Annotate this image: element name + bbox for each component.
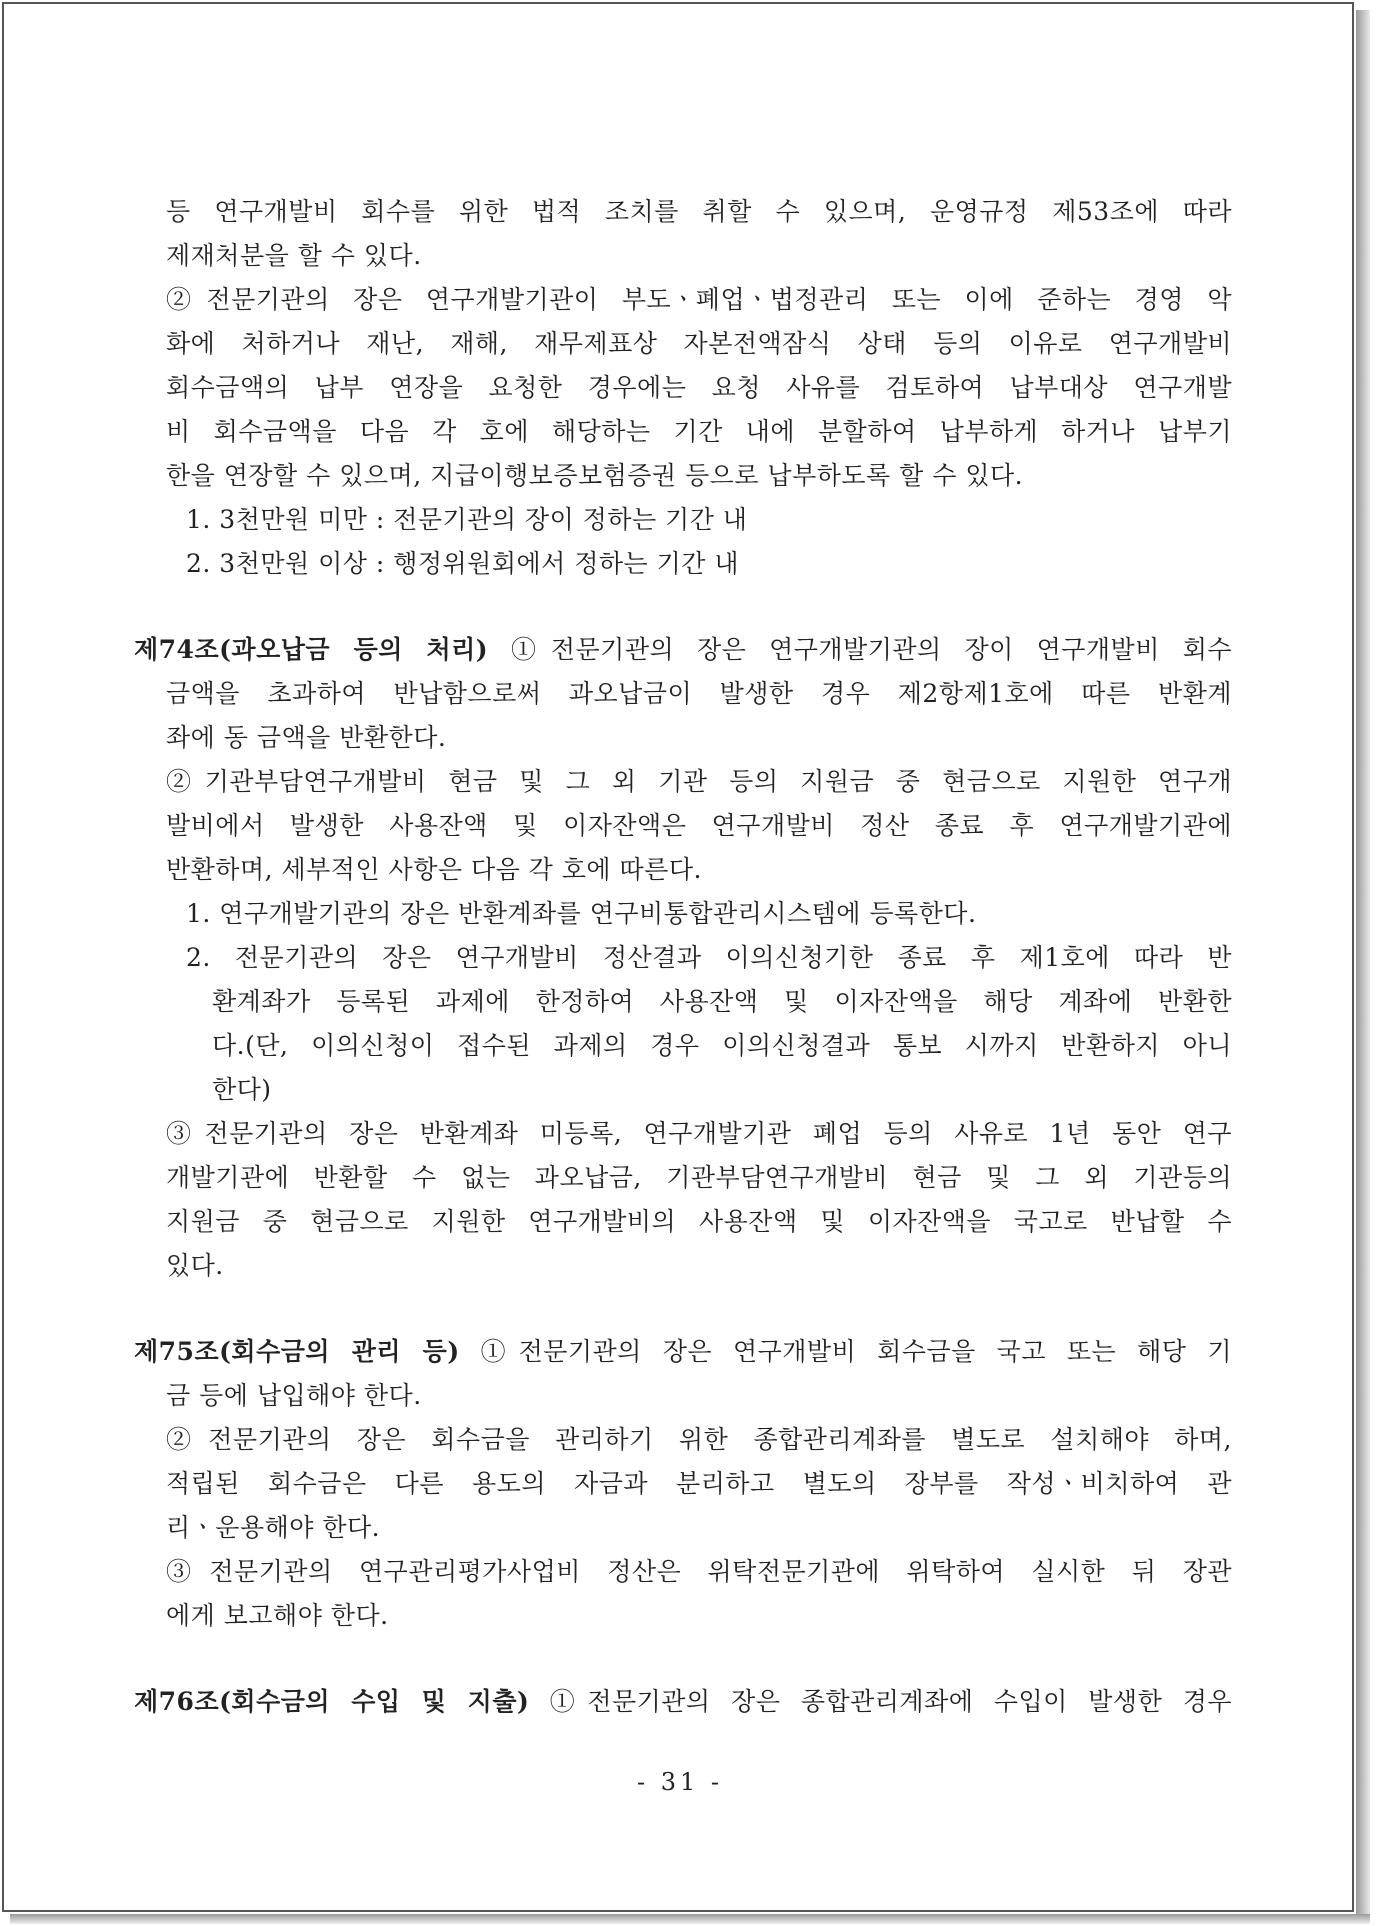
line-text: ③전문기관의 장은 반환계좌 미등록, 연구개발기관 폐업 등의 사유로 1년 동안 연구 — [166, 1119, 1232, 1148]
line-text: 비 회수금액을 다음 각 호에 해당하는 기간 내에 분할하여 납부하게 하거나 납부기 — [166, 417, 1232, 446]
page-shadow-bottom — [10, 1914, 1370, 1924]
line-text: 금액을 초과하여 반납함으로써 과오납금이 발생한 경우 제2항제1호에 따른 반환계 — [166, 679, 1232, 708]
document-page — [2, 2, 1354, 1912]
article-title: 제76조(회수금의 수입 및 지출) — [134, 1687, 530, 1716]
line-text: ②기관부담연구개발비 현금 및 그 외 기관 등의 지원금 중 현금으로 지원한 연구개 — [166, 767, 1232, 796]
text-line — [134, 1068, 1232, 1112]
section-gap — [134, 1288, 1232, 1330]
line-text: 에게 보고해야 한다. — [166, 1601, 389, 1630]
line-text: 적립된 회수금은 다른 용도의 자금과 분리하고 별도의 장부를 작성ㆍ비치하여 관 — [166, 1469, 1232, 1498]
article-heading-line — [134, 628, 1232, 672]
line-text: ②전문기관의 장은 회수금을 관리하기 위한 종합관리계좌를 별도로 설치해야 하며, — [166, 1425, 1232, 1454]
line-text: 한을 연장할 수 있으며, 지급이행보증보험증권 등으로 납부하도록 할 수 있다. — [166, 461, 1024, 490]
document-body — [134, 190, 1232, 1724]
line-text: ①전문기관의 장은 연구개발기관의 장이 연구개발비 회수 — [488, 635, 1232, 664]
article-heading-line — [134, 1330, 1232, 1374]
line-text: 발비에서 발생한 사용잔액 및 이자잔액은 연구개발비 정산 종료 후 연구개발기관에 — [166, 811, 1232, 840]
text-line — [134, 1550, 1232, 1594]
article-heading-line — [134, 1680, 1232, 1724]
text-line — [134, 278, 1232, 322]
text-line — [134, 1200, 1232, 1244]
text-line — [134, 1244, 1232, 1288]
text-line — [134, 892, 1232, 936]
article-title: 제74조(과오납금 등의 처리) — [134, 635, 489, 664]
text-line — [134, 542, 1232, 586]
line-text: 1. 3천만원 미만 : 전문기관의 장이 정하는 기간 내 — [186, 505, 748, 534]
text-line — [134, 848, 1232, 892]
line-text: ③전문기관의 연구관리평가사업비 정산은 위탁전문기관에 위탁하여 실시한 뒤 장관 — [166, 1557, 1232, 1586]
text-line — [134, 1374, 1232, 1418]
text-line — [134, 804, 1232, 848]
line-text: ①전문기관의 장은 종합관리계좌에 수입이 발생한 경우 — [529, 1687, 1233, 1716]
text-line — [134, 366, 1232, 410]
text-line — [134, 454, 1232, 498]
text-line — [134, 936, 1232, 980]
section-gap — [134, 586, 1232, 628]
text-line — [134, 760, 1232, 804]
line-text: 지원금 중 현금으로 지원한 연구개발비의 사용잔액 및 이자잔액을 국고로 반납할 수 — [166, 1207, 1232, 1236]
line-text: 2. 3천만원 이상 : 행정위원회에서 정하는 기간 내 — [186, 549, 740, 578]
line-text: ②전문기관의 장은 연구개발기관이 부도ㆍ폐업ㆍ법정관리 또는 이에 준하는 경영 악 — [166, 285, 1232, 314]
page-shadow-right — [1356, 10, 1370, 1918]
line-text: 좌에 동 금액을 반환한다. — [166, 723, 447, 752]
text-line — [134, 1024, 1232, 1068]
text-line — [134, 190, 1232, 234]
text-line — [134, 1112, 1232, 1156]
text-line — [134, 234, 1232, 278]
text-line — [134, 410, 1232, 454]
article-title: 제75조(회수금의 관리 등) — [134, 1337, 460, 1366]
text-line — [134, 672, 1232, 716]
text-line — [134, 1594, 1232, 1638]
line-text: ①전문기관의 장은 연구개발비 회수금을 국고 또는 해당 기 — [459, 1337, 1232, 1366]
text-line — [134, 716, 1232, 760]
text-line — [134, 1462, 1232, 1506]
line-text: 등 연구개발비 회수를 위한 법적 조치를 취할 수 있으며, 운영규정 제53조에 따라 — [166, 197, 1232, 226]
line-text: 반환하며, 세부적인 사항은 다음 각 호에 따른다. — [166, 855, 702, 884]
text-line — [134, 322, 1232, 366]
line-text: 금 등에 납입해야 한다. — [166, 1381, 422, 1410]
line-text: 있다. — [166, 1251, 224, 1280]
line-text: 1. 연구개발기관의 장은 반환계좌를 연구비통합관리시스템에 등록한다. — [186, 899, 977, 928]
text-line — [134, 498, 1232, 542]
text-line — [134, 1156, 1232, 1200]
line-text: 환계좌가 등록된 과제에 한정하여 사용잔액 및 이자잔액을 해당 계좌에 반환한 — [212, 987, 1232, 1016]
line-text: 한다) — [212, 1075, 272, 1104]
line-text: 회수금액의 납부 연장을 요청한 경우에는 요청 사유를 검토하여 납부대상 연구개발 — [166, 373, 1232, 402]
line-text: 2. 전문기관의 장은 연구개발비 정산결과 이의신청기한 종료 후 제1호에 따라 반 — [186, 943, 1232, 972]
line-text: 개발기관에 반환할 수 없는 과오납금, 기관부담연구개발비 현금 및 그 외 기관등의 — [166, 1163, 1232, 1192]
page-number: - 31 - — [636, 1768, 723, 1796]
line-text: 다.(단, 이의신청이 접수된 과제의 경우 이의신청결과 통보 시까지 반환하지 아니 — [212, 1031, 1232, 1060]
text-line — [134, 1506, 1232, 1550]
line-text: 화에 처하거나 재난, 재해, 재무제표상 자본전액잠식 상태 등의 이유로 연구개발비 — [166, 329, 1232, 358]
text-line — [134, 980, 1232, 1024]
text-line — [134, 1418, 1232, 1462]
line-text: 리ㆍ운용해야 한다. — [166, 1513, 381, 1542]
section-gap — [134, 1638, 1232, 1680]
line-text: 제재처분을 할 수 있다. — [166, 241, 422, 270]
